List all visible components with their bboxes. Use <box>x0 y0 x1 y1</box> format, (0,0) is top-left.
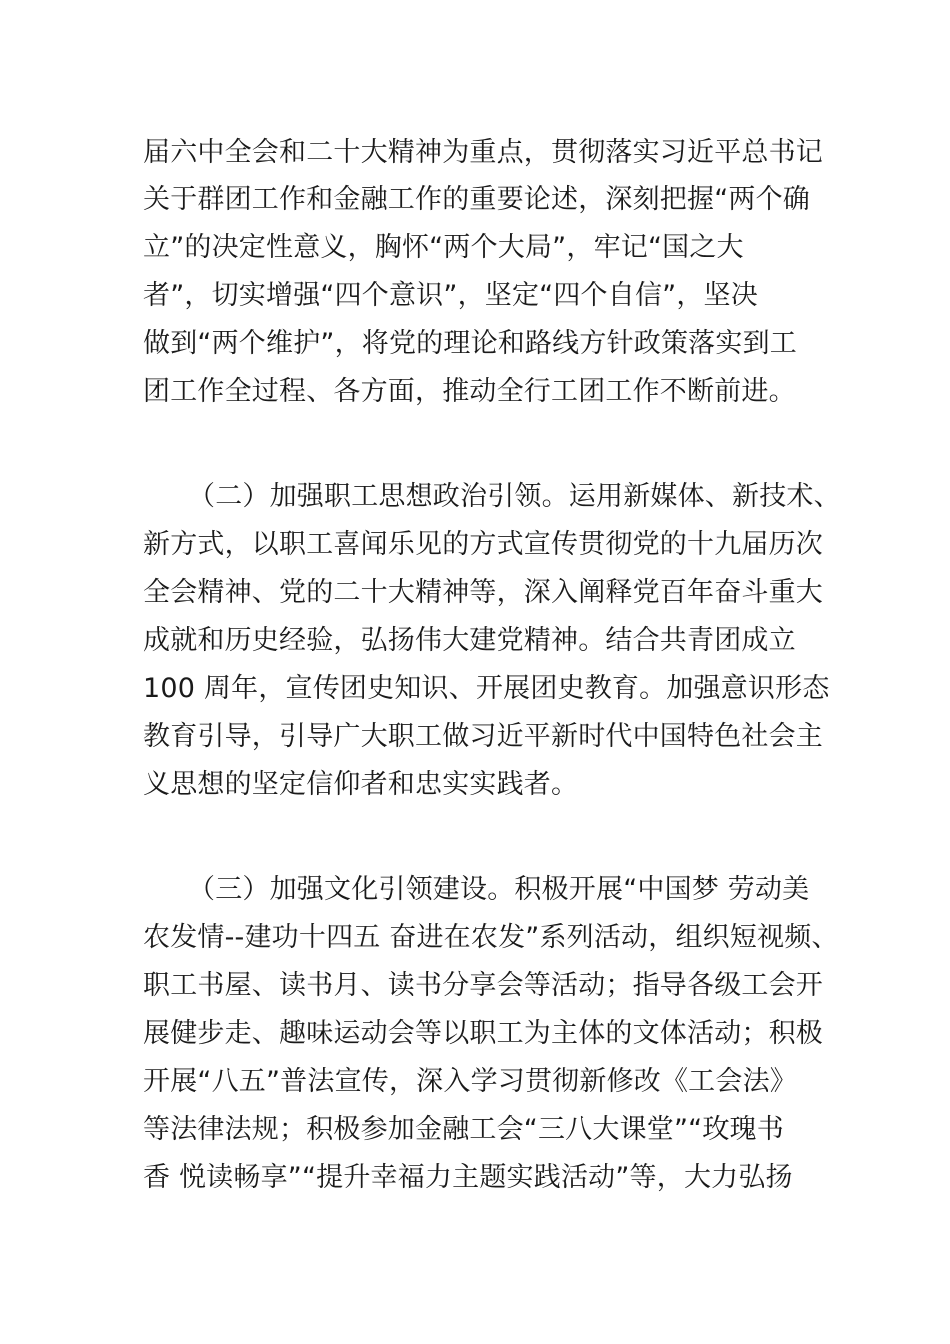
text-line: 关于群团工作和金融工作的重要论述，深刻把握“两个确 <box>143 184 810 215</box>
text-line: 义思想的坚定信仰者和忠实实践者。 <box>143 769 579 800</box>
text-line: 新方式，以职工喜闻乐见的方式宣传贯彻党的十九届历次 <box>143 529 823 560</box>
text-line: 开展“八五”普法宣传，深入学习贯彻新修改《工会法》 <box>143 1066 797 1097</box>
text-line: 立”的决定性意义，胸怀“两个大局”，牢记“国之大 <box>143 232 744 263</box>
text-line: 香 悦读畅享”“提升幸福力主题实践活动”等，大力弘扬 <box>143 1162 793 1193</box>
text-line: 成就和历史经验，弘扬伟大建党精神。结合共青团成立 <box>143 625 796 656</box>
text-line: 团工作全过程、各方面，推动全行工团工作不断前进。 <box>143 376 796 407</box>
text-line: 等法律法规；积极参加金融工会“三八大课堂”“玫瑰书 <box>143 1114 784 1145</box>
text-line: （三）加强文化引领建设。积极开展“中国梦 劳动美 <box>188 874 810 905</box>
text-line: 做到“两个维护”，将党的理论和路线方针政策落实到工 <box>143 328 797 359</box>
text-line: （二）加强职工思想政治引领。运用新媒体、新技术、 <box>188 481 841 512</box>
text-line: 教育引导，引导广大职工做习近平新时代中国特色社会主 <box>143 721 823 752</box>
text-line: 届六中全会和二十大精神为重点，贯彻落实习近平总书记 <box>143 137 823 168</box>
text-line: 全会精神、党的二十大精神等，深入阐释党百年奋斗重大 <box>143 577 823 608</box>
text-line: 职工书屋、读书月、读书分享会等活动；指导各级工会开 <box>143 970 823 1001</box>
text-line: 农发情--建功十四五 奋进在农发”系列活动，组织短视频、 <box>143 922 839 953</box>
text-line: 100 周年，宣传团史知识、开展团史教育。加强意识形态 <box>143 673 830 704</box>
text-line: 展健步走、趣味运动会等以职工为主体的文体活动；积极 <box>143 1018 823 1049</box>
text-line: 者”，切实增强“四个意识”，坚定“四个自信”，坚决 <box>143 280 758 311</box>
